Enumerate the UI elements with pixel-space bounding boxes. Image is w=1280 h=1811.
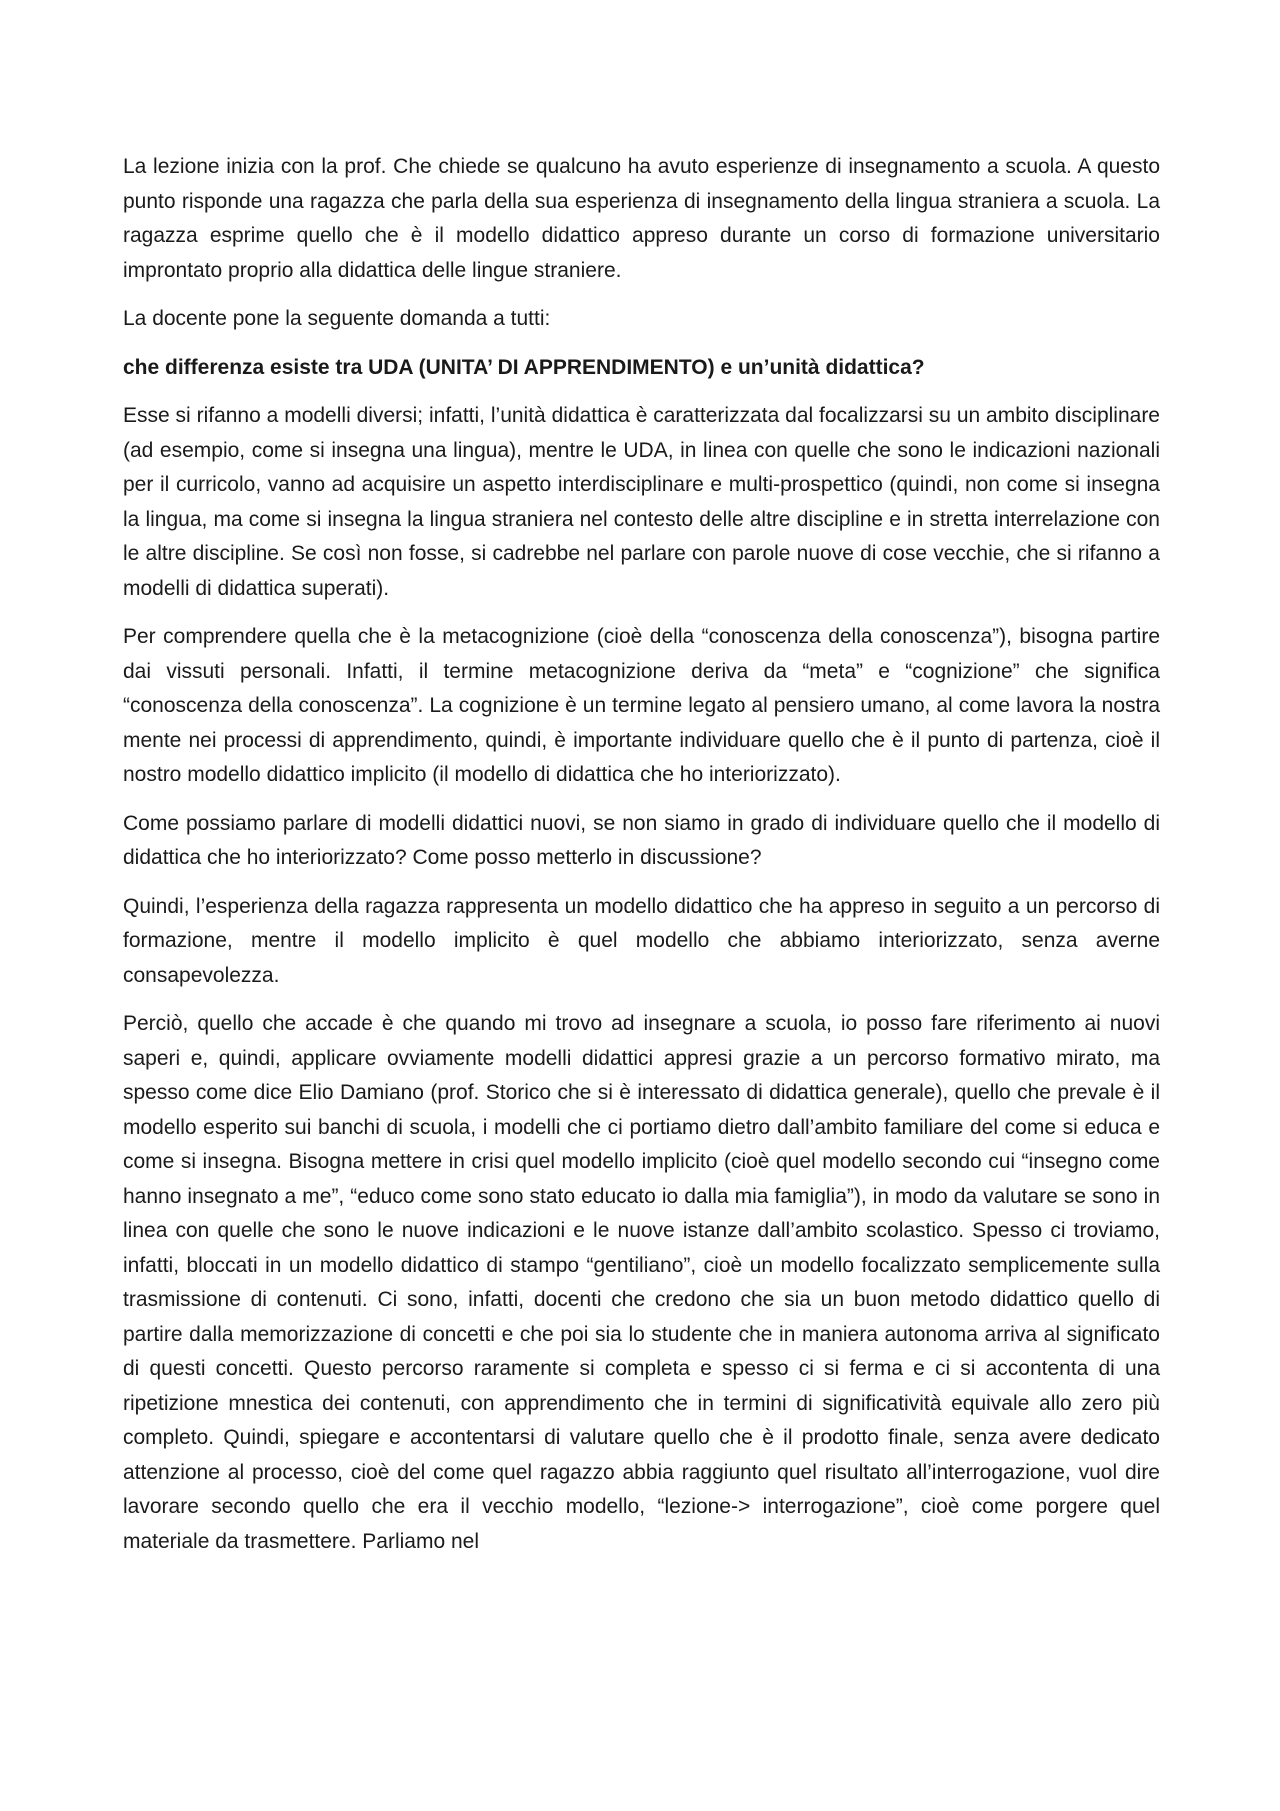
paragraph-new-models: Come possiamo parlare di modelli didattici nuovi, se non siamo in grado di individuare quello che il modello di didattica che ho interiorizzato? Come posso metterlo in discussione?	[123, 811, 1160, 869]
paragraph-intro: La lezione inizia con la prof. Che chiede se qualcuno ha avuto esperienze di insegnamento a scuola. A questo punto risponde una ragazza che parla della sua esperienza di insegnamento della lingua straniera a scuola. La ragazza esprime quello che è il modello didattico appreso durante un corso di formazione universitario improntato proprio alla didattica delle lingue straniere.	[123, 155, 1160, 282]
paragraph-question-intro: La docente pone la seguente domanda a tutti:	[123, 307, 551, 330]
paragraph-teaching: Perciò, quello che accade è che quando mi trovo ad insegnare a scuola, io posso fare riferimento ai nuovi saperi e, quindi, applicare ovviamente modelli didattici appresi grazie a un percorso formativo mirato, ma spesso come dice Elio Damiano (prof. Storico che si è interessato di didattica generale), quello che prevale è il modello esperito sui banchi di scuola, i modelli che ci portiamo dietro dall’ambito familiare del come si educa e come si insegna. Bisogna mettere in crisi quel modello implicito (cioè quel modello secondo cui “insegno come hanno insegnato a me”, “educo come sono stato educato io dalla mia famiglia”), in modo da valutare se sono in linea con quelle che sono le nuove indicazioni e le nuove istanze dall’ambito scolastico. Spesso ci troviamo, infatti, bloccati in un modello didattico di stampo “gentiliano”, cioè un modello focalizzato semplicemente sulla trasmissione di contenuti. Ci sono, infatti, docenti che credono che sia un buon metodo didattico quello di partire dalla memorizzazione di concetti e che poi sia lo studente che in maniera autonoma arriva al significato di questi concetti. Questo percorso raramente si completa e spesso ci si ferma e ci si accontenta di una ripetizione mnestica dei contenuti, con apprendimento che in termini di significatività equivale allo zero più completo. Quindi, spiegare e accontentarsi di valutare quello che è il prodotto finale, senza avere dedicato attenzione al processo, cioè del come quel ragazzo abbia raggiunto quel risultato all’interrogazione, vuol dire lavorare secondo quello che era il vecchio modello, “lezione-> interrogazione”, cioè come porgere quel materiale da trasmettere. Parliamo nel	[123, 1012, 1160, 1553]
document-page	[123, 150, 1160, 1559]
paragraph-metacognition: Per comprendere quella che è la metacognizione (cioè della “conoscenza della conoscenza”), bisogna partire dai vissuti personali. Infatti, il termine metacognizione deriva da “meta” e “cognizione” che significa “conoscenza della conoscenza”. La cognizione è un termine legato al pensiero umano, al come lavora la nostra mente nei processi di apprendimento, quindi, è importante individuare quello che è il punto di partenza, cioè il nostro modello didattico implicito (il modello di didattica che ho interiorizzato).	[123, 625, 1160, 786]
paragraph-experience: Quindi, l’esperienza della ragazza rappresenta un modello didattico che ha appreso in seguito a un percorso di formazione, mentre il modello implicito è quel modello che abbiamo interiorizzato, senza averne consapevolezza.	[123, 894, 1160, 987]
paragraph-answer: Esse si rifanno a modelli diversi; infatti, l’unità didattica è caratterizzata dal focalizzarsi su un ambito disciplinare (ad esempio, come si insegna una lingua), mentre le UDA, in linea con quelle che sono le indicazioni nazionali per il curricolo, vanno ad acquisire un aspetto interdisciplinare e multi-prospettico (quindi, non come si insegna la lingua, ma come si insegna la lingua straniera nel contesto delle altre discipline e in stretta interrelazione con le altre discipline. Se così non fosse, si cadrebbe nel parlare con parole nuove di cose vecchie, che si rifanno a modelli di didattica superati).	[123, 404, 1160, 600]
paragraph-question-heading: che differenza esiste tra UDA (UNITA’ DI APPRENDIMENTO) e un’unità didattica?	[123, 355, 925, 379]
